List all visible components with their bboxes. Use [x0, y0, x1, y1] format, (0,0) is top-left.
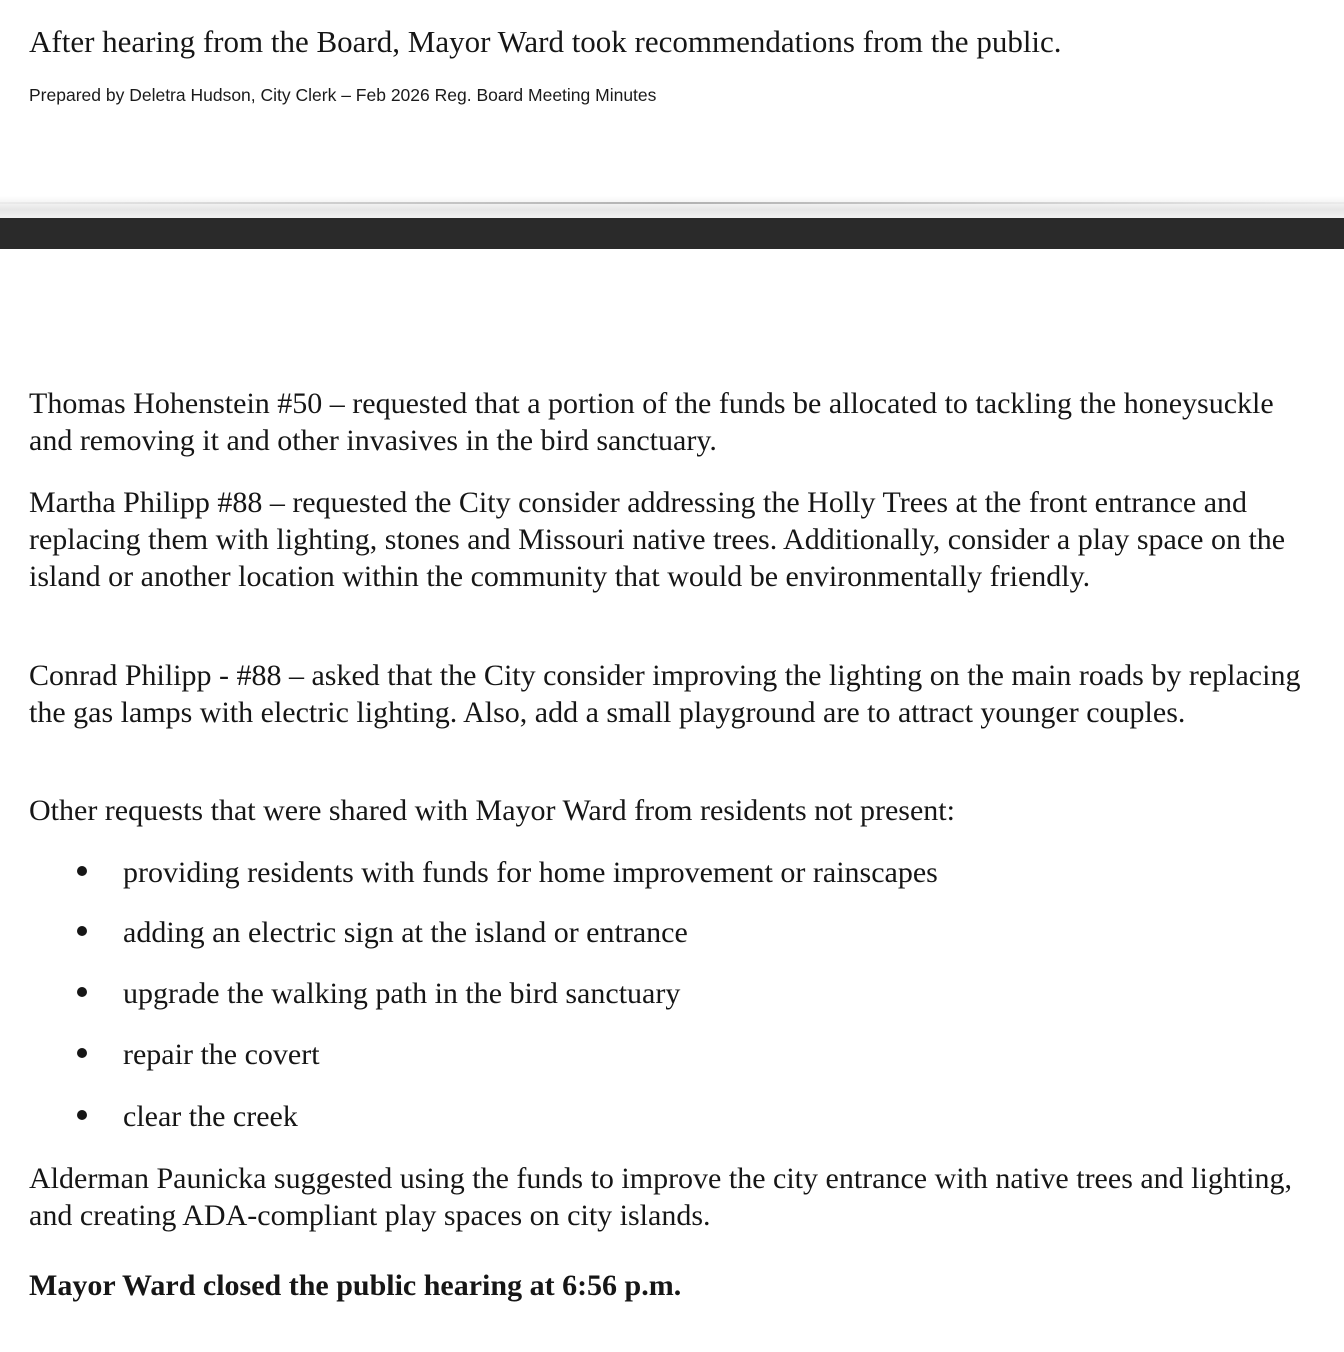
page-divider-bar [0, 218, 1344, 249]
other-requests-intro: Other requests that were shared with Mayor Ward from residents not present: [29, 794, 955, 827]
page-fold-line [0, 202, 1344, 204]
list-item [0, 975, 1344, 1015]
list-item-text: providing residents with funds for home improvement or rainscapes [123, 856, 938, 889]
page-footer-note: Prepared by Deletra Hudson, City Clerk – Feb 2026 Reg. Board Meeting Minutes [29, 85, 657, 105]
list-item [0, 854, 1344, 894]
list-item [0, 914, 1344, 954]
list-item-text: adding an electric sign at the island or entrance [123, 916, 688, 949]
closing-statement: Mayor Ward closed the public hearing at 6:56 p.m. [29, 1269, 682, 1302]
bullet-icon [77, 866, 87, 876]
bullet-icon [77, 1048, 87, 1058]
bullet-icon [77, 987, 87, 997]
intro-sentence: After hearing from the Board, Mayor Ward took recommendations from the public. [29, 24, 1062, 59]
comment-thomas-hohenstein: Thomas Hohenstein #50 – requested that a portion of the funds be allocated to tackling the honeysuckle and removing it and other invasives in the bird sanctuary. [29, 387, 1274, 457]
comment-martha-philipp: Martha Philipp #88 – requested the City consider addressing the Holly Trees at the front entrance and replacing them with lighting, stones and Missouri native trees. Additionally, consider a play space on the island or another location within the community that would be environmentally friendly. [29, 486, 1286, 593]
bullet-icon [77, 926, 87, 936]
bullet-icon [77, 1110, 87, 1120]
list-item [0, 1036, 1344, 1076]
alderman-paunicka-note: Alderman Paunicka suggested using the funds to improve the city entrance with native trees and lighting, and creating ADA-compliant play spaces on city islands. [29, 1162, 1293, 1232]
list-item [0, 1098, 1344, 1138]
list-item-text: upgrade the walking path in the bird sanctuary [123, 977, 681, 1010]
list-item-text: repair the covert [123, 1038, 320, 1071]
comment-conrad-philipp: Conrad Philipp - #88 – asked that the City consider improving the lighting on the main roads by replacing the gas lamps with electric lighting. Also, add a small playground are to attract younger couples. [29, 659, 1301, 729]
previous-page-bottom [0, 0, 1344, 218]
current-page [0, 249, 1344, 1352]
page-edge-shadow [0, 196, 1344, 218]
list-item-text: clear the creek [123, 1100, 298, 1133]
